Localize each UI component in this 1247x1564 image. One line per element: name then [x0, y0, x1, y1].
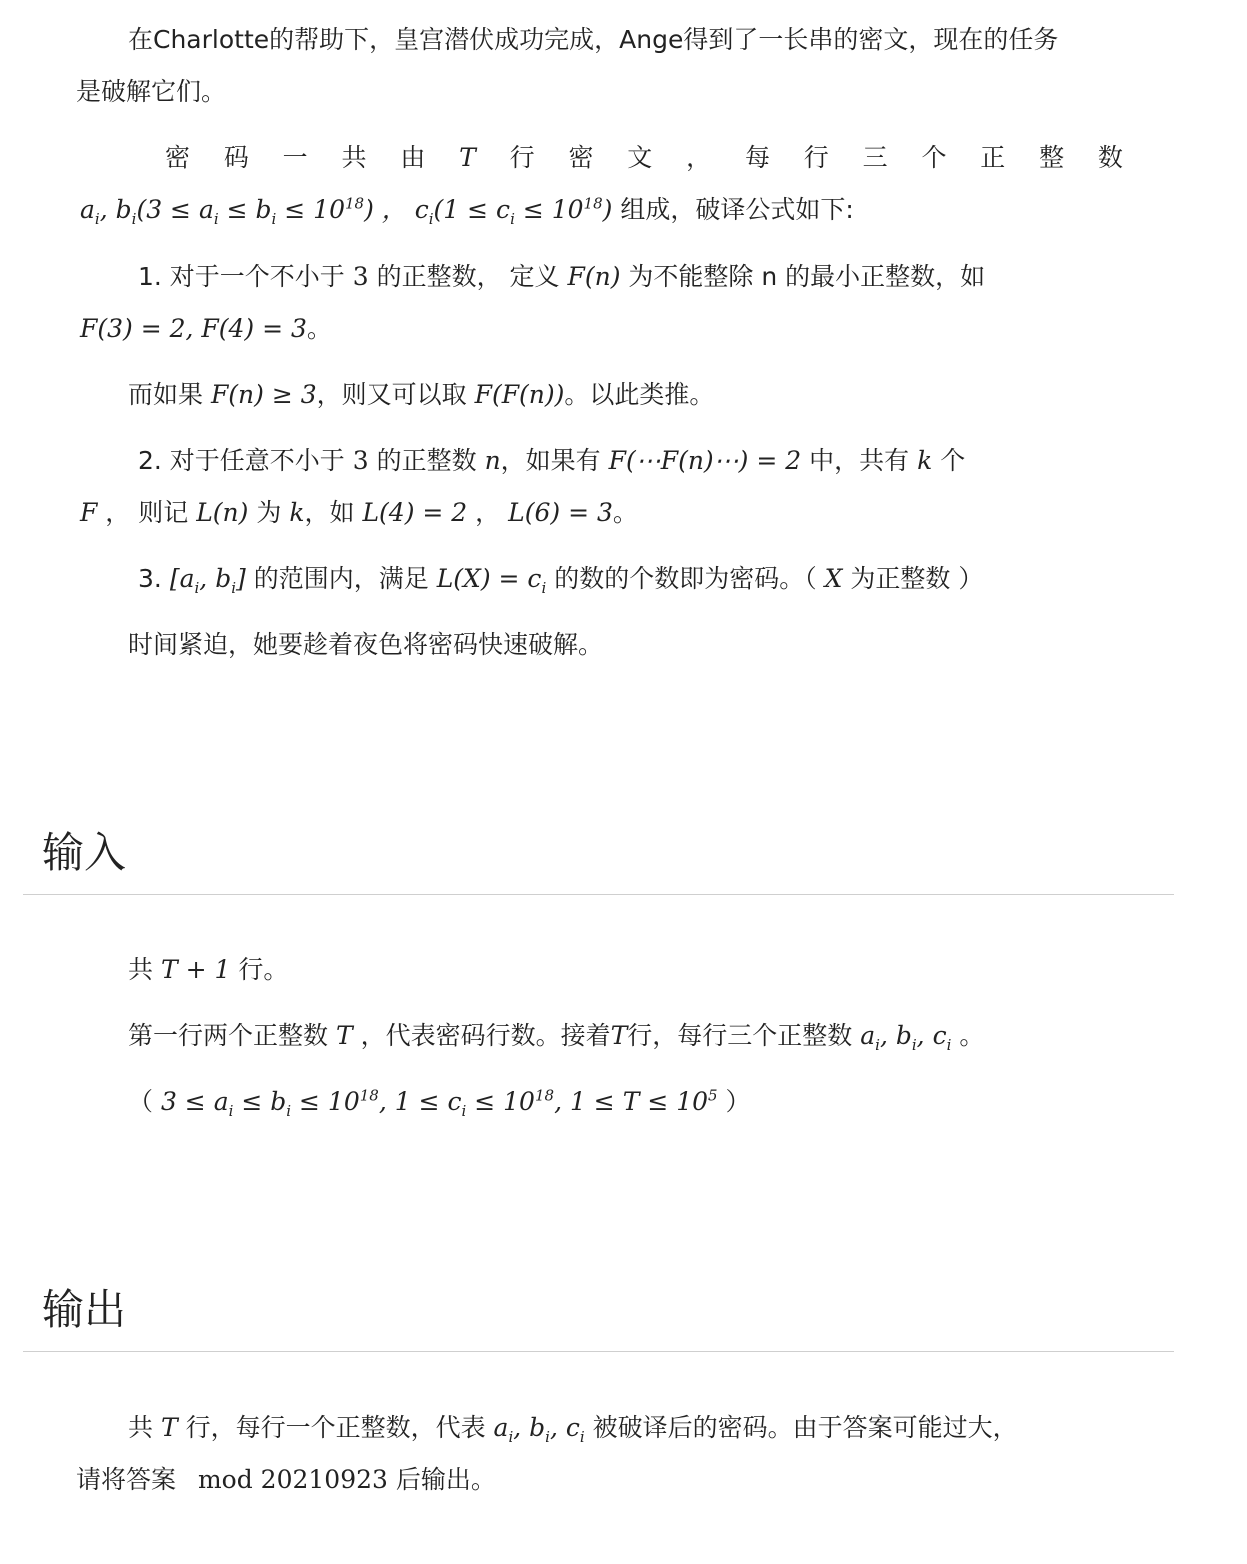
- input-line-1: 共 T + 1 行。: [128, 955, 289, 984]
- password-def-line-1: 密 码 一 共 由 T 行 密 文 ， 每 行 三 个 正 整 数: [165, 143, 1123, 172]
- input-constraints: （ $3 \le a_i \le b_i \le 10^{18}$, $1 \le c_i \le 10^{18}$, $1 \le T \le 10^5$ ）: [128, 1086, 751, 1120]
- input-divider: [23, 894, 1174, 895]
- input-line-2: 第一行两个正整数 T ，代表密码行数。接着T行，每行三个正整数 $a_i$, $b_i$, $c_i$ 。: [128, 1021, 985, 1054]
- output-line-2: 请将答案 mod 20210923 后输出。: [76, 1465, 496, 1494]
- rule-1-line-2: F(3) = 2, F(4) = 3。: [80, 314, 332, 343]
- intro-line-1: 在Charlotte的帮助下，皇宫潜伏成功完成，Ange得到了一长串的密文，现在的任务: [128, 25, 1059, 54]
- output-heading: 输出: [42, 1285, 127, 1334]
- input-heading: 输入: [42, 828, 127, 877]
- rule-3: 3. [$a_i$, $b_i$] 的范围内，满足 $L(X) = c_i$ 的数的个数即为密码。（ X 为正整数 ）: [138, 564, 984, 597]
- rule-2-line-2: F ， 则记 L(n) 为 k，如 L(4) = 2 ， L(6) = 3。: [80, 498, 638, 527]
- intro-line-2: 是破解它们。: [76, 77, 227, 106]
- rule-2-line-1: 2. 对于任意不小于 3 的正整数 n，如果有 F(⋯F(n)⋯) = 2 中，共有 k 个: [138, 446, 966, 475]
- closing-line: 时间紧迫，她要趁着夜色将密码快速破解。: [128, 630, 604, 659]
- output-divider: [23, 1351, 1174, 1352]
- password-def-line-2: $a_i$, $b_i(3 \le a_i \le b_i \le 10^{18})$ ， $c_i(1 \le c_i \le 10^{18})$ 组成，破译公式如下:: [80, 194, 854, 228]
- rule-1-line-1: 1. 对于一个不小于 3 的正整数， 定义 F(n) 为不能整除 n 的最小正整数，如: [138, 262, 986, 291]
- rule-1-continuation: 而如果 F(n) ≥ 3，则又可以取 F(F(n))。以此类推。: [128, 380, 715, 409]
- output-line-1: 共 T 行，每行一个正整数，代表 $a_i$, $b_i$, $c_i$ 被破译后的密码。由于答案可能过大，: [128, 1413, 1018, 1446]
